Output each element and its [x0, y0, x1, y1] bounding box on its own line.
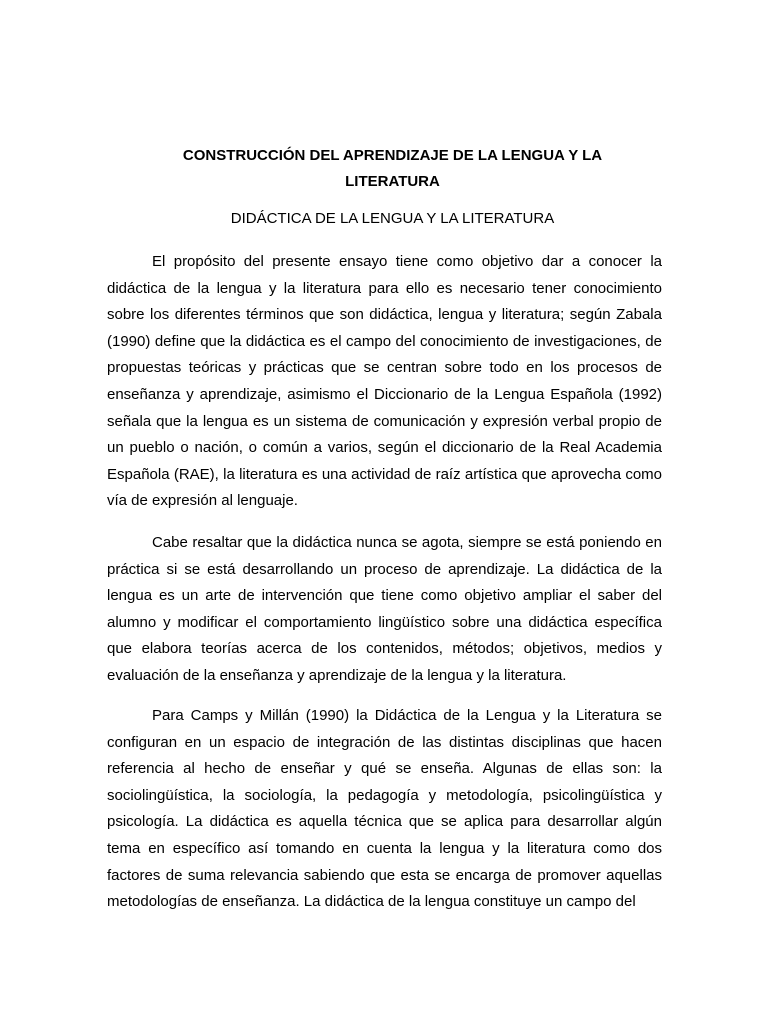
document-title: CONSTRUCCIÓN DEL APRENDIZAJE DE LA LENGUA Y LA LITERATURA [182, 147, 603, 190]
paragraph-introduction: El propósito del presente ensayo tiene como objetivo dar a conocer la didáctica de la lengua y la literatura para ello es necesario tener conocimiento sobre los diferentes términos que son didáctica, lengua y literatura; según Zabala (1990) define que la didáctica es el campo del conocimiento de investigaciones, de propuestas teóricas y prácticas que se centran sobre todo en los procesos de enseñanza y aprendizaje, asimismo el Diccionario de la Lengua Española (1992) señala que la lengua es un sistema de comunicación y expresión verbal propio de un pueblo o nación, o común a varios, según el diccionario de la Real Academia Española (RAE), la literatura es una actividad de raíz artística que aprovecha como vía de expresión al lenguaje. [107, 253, 662, 510]
paragraph-didactics-practice: Cabe resaltar que la didáctica nunca se agota, siempre se está poniendo en práctica si se está desarrollando un proceso de aprendizaje. La didáctica de la lengua es un arte de intervención que tiene como objetivo ampliar el saber del alumno y modificar el comportamiento lingüístico sobre una didáctica específica que elabora teorías acerca de los contenidos, métodos; objetivos, medios y evaluación de la enseñanza y aprendizaje de la lengua y la literatura. [107, 534, 662, 684]
paragraph-camps-millan: Para Camps y Millán (1990) la Didáctica de la Lengua y la Literatura se configuran en un espacio de integración de las distintas disciplinas que hacen referencia al hecho de enseñar y qué se enseña. Algunas de ellas son: la sociolingüística, la sociología, la pedagogía y metodología, psicolingüística y psicología. La didáctica es aquella técnica que se aplica para desarrollar algún tema en específico así tomando en cuenta la lengua y la literatura como dos factores de suma relevancia sabiendo que esta se encarga de promover aquellas metodologías de enseñanza. La didáctica de la lengua constituye un campo del [107, 707, 662, 911]
document-subtitle: DIDÁCTICA DE LA LENGUA Y LA LITERATURA [230, 210, 555, 227]
